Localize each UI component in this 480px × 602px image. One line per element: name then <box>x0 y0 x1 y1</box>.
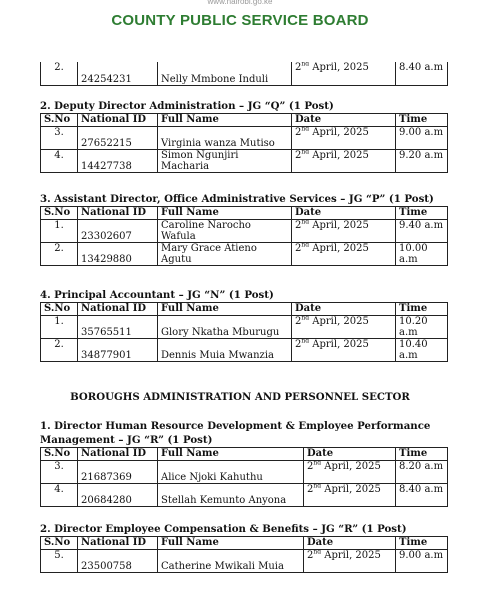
website-url: www.nairobi.go.ke <box>207 0 273 6</box>
schedule-table <box>40 302 448 362</box>
cell-full-name: Mary Grace Atieno Agutu <box>158 243 292 266</box>
cell-national-id: 14427738 <box>78 150 158 173</box>
column-header-date: Date <box>292 303 396 316</box>
table-row <box>41 316 448 339</box>
cell-national-id: 21687369 <box>78 461 158 484</box>
date-suffix: nd <box>313 549 322 556</box>
column-header-sno: S.No <box>41 114 78 127</box>
date-day: 2 <box>295 220 302 231</box>
cell-sno: 1. <box>41 316 78 339</box>
table-row <box>41 220 448 243</box>
column-header-full-name: Full Name <box>158 537 304 550</box>
column-header-national-id: National ID <box>78 303 158 316</box>
cell-time: 10.00 a.m <box>396 243 448 266</box>
cell-sno: 2. <box>41 243 78 266</box>
date-day: 2 <box>295 150 302 161</box>
column-header-sno: S.No <box>41 207 78 220</box>
table-row <box>41 62 448 85</box>
column-header-time: Time <box>396 114 448 127</box>
cell-time: 10.20 a.m <box>396 316 448 339</box>
schedule-table <box>40 536 448 573</box>
column-header-date: Date <box>292 207 396 220</box>
cell-time: 9.40 a.m <box>396 220 448 243</box>
table-row <box>41 127 448 150</box>
header-row <box>41 448 448 461</box>
cell-date <box>292 243 396 266</box>
cell-sno: 3. <box>41 461 78 484</box>
section-title: 4. Principal Accountant – JG “N” (1 Post) <box>40 289 274 301</box>
date-day: 2 <box>307 461 314 472</box>
column-header-full-name: Full Name <box>158 114 292 127</box>
date-day: 2 <box>295 339 302 350</box>
column-header-full-name: Full Name <box>158 303 292 316</box>
cell-time: 10.40 a.m <box>396 339 448 362</box>
section-title-line2: Management – JG “R” (1 Post) <box>40 434 213 446</box>
table-row <box>41 339 448 362</box>
cell-full-name: Alice Njoki Kahuthu <box>158 461 304 484</box>
schedule-table <box>40 113 448 173</box>
cell-time: 9.00 a.m <box>396 550 448 573</box>
date-rest: April, 2025 <box>321 550 381 561</box>
header-row <box>41 303 448 316</box>
cell-time: 8.40 a.m <box>396 62 448 85</box>
cell-national-id: 23302607 <box>78 220 158 243</box>
cell-sno: 2. <box>41 62 78 85</box>
cell-time: 8.40 a.m <box>396 484 448 507</box>
date-rest: April, 2025 <box>309 62 369 73</box>
date-day: 2 <box>295 243 302 254</box>
column-header-national-id: National ID <box>78 537 158 550</box>
cell-date <box>292 127 396 150</box>
cell-date <box>304 484 396 507</box>
date-rest: April, 2025 <box>309 339 369 350</box>
table-row <box>41 484 448 507</box>
cell-date <box>292 316 396 339</box>
cell-date <box>292 62 396 85</box>
post-section <box>40 288 448 362</box>
table-row <box>41 550 448 573</box>
cell-full-name: Catherine Mwikali Muia <box>158 550 304 573</box>
table-row <box>41 461 448 484</box>
column-header-date: Date <box>304 448 396 461</box>
column-header-date: Date <box>304 537 396 550</box>
cell-full-name: Virginia wanza Mutiso <box>158 127 292 150</box>
header-row <box>41 207 448 220</box>
cell-full-name: Dennis Muia Mwanzia <box>158 339 292 362</box>
column-header-full-name: Full Name <box>158 448 304 461</box>
sector-heading: BOROUGHS ADMINISTRATION AND PERSONNEL SECTOR <box>70 391 410 403</box>
schedule-table <box>40 447 448 507</box>
column-header-time: Time <box>396 207 448 220</box>
column-header-full-name: Full Name <box>158 207 292 220</box>
date-rest: April, 2025 <box>321 461 381 472</box>
column-header-sno: S.No <box>41 448 78 461</box>
table-row <box>41 243 448 266</box>
cell-sno: 1. <box>41 220 78 243</box>
date-day: 2 <box>295 62 302 73</box>
column-header-national-id: National ID <box>78 207 158 220</box>
header-row <box>41 114 448 127</box>
continued-table-block <box>40 62 448 86</box>
cell-time: 9.00 a.m <box>396 127 448 150</box>
post-section <box>40 99 448 173</box>
date-suffix: nd <box>301 242 310 249</box>
table-row <box>41 150 448 173</box>
section-title: 3. Assistant Director, Office Administrative Services – JG “P” (1 Post) <box>40 193 434 205</box>
date-suffix: nd <box>301 315 310 322</box>
cell-sno: 5. <box>41 550 78 573</box>
date-rest: April, 2025 <box>309 150 369 161</box>
section-title: 2. Deputy Director Administration – JG “Q” (1 Post) <box>40 100 334 112</box>
date-rest: April, 2025 <box>309 220 369 231</box>
cell-date <box>304 550 396 573</box>
date-day: 2 <box>307 484 314 495</box>
column-header-time: Time <box>396 537 448 550</box>
date-suffix: nd <box>301 149 310 156</box>
section-title-line1: 1. Director Human Resource Development & Employee Performance <box>40 420 431 432</box>
schedule-table <box>40 206 448 266</box>
cell-national-id: 35765511 <box>78 316 158 339</box>
column-header-sno: S.No <box>41 537 78 550</box>
cell-full-name: Nelly Mmbone Induli <box>158 62 292 85</box>
post-section <box>40 192 448 266</box>
cell-time: 9.20 a.m <box>396 150 448 173</box>
column-header-national-id: National ID <box>78 448 158 461</box>
date-suffix: nd <box>301 338 310 345</box>
schedule-table <box>40 62 448 86</box>
cell-date <box>292 339 396 362</box>
date-suffix: nd <box>301 126 310 133</box>
cell-full-name: Glory Nkatha Mburugu <box>158 316 292 339</box>
post-section <box>40 419 448 507</box>
cell-sno: 4. <box>41 484 78 507</box>
date-rest: April, 2025 <box>309 316 369 327</box>
date-rest: April, 2025 <box>309 243 369 254</box>
cell-national-id: 23500758 <box>78 550 158 573</box>
date-suffix: nd <box>301 62 310 68</box>
cell-date <box>292 150 396 173</box>
section-title: 2. Director Employee Compensation & Benefits – JG “R” (1 Post) <box>40 523 407 535</box>
cell-time: 8.20 a.m <box>396 461 448 484</box>
cell-date <box>292 220 396 243</box>
column-header-time: Time <box>396 448 448 461</box>
cell-sno: 2. <box>41 339 78 362</box>
date-suffix: nd <box>313 460 322 467</box>
date-rest: April, 2025 <box>309 127 369 138</box>
header-row <box>41 537 448 550</box>
cell-full-name: Stellah Kemunto Anyona <box>158 484 304 507</box>
date-suffix: nd <box>301 219 310 226</box>
cell-full-name: Caroline Narocho Wafula <box>158 220 292 243</box>
date-rest: April, 2025 <box>321 484 381 495</box>
column-header-sno: S.No <box>41 303 78 316</box>
cell-national-id: 34877901 <box>78 339 158 362</box>
column-header-time: Time <box>396 303 448 316</box>
date-day: 2 <box>307 550 314 561</box>
cell-sno: 4. <box>41 150 78 173</box>
column-header-date: Date <box>292 114 396 127</box>
date-day: 2 <box>295 127 302 138</box>
cell-national-id: 20684280 <box>78 484 158 507</box>
date-day: 2 <box>295 316 302 327</box>
column-header-national-id: National ID <box>78 114 158 127</box>
cell-date <box>304 461 396 484</box>
page-title: COUNTY PUBLIC SERVICE BOARD <box>111 12 369 29</box>
cell-national-id: 13429880 <box>78 243 158 266</box>
cell-national-id: 24254231 <box>78 62 158 85</box>
cell-full-name: Simon Ngunjiri Macharia <box>158 150 292 173</box>
post-section <box>40 522 448 573</box>
date-suffix: nd <box>313 483 322 490</box>
cell-sno: 3. <box>41 127 78 150</box>
cell-national-id: 27652215 <box>78 127 158 150</box>
